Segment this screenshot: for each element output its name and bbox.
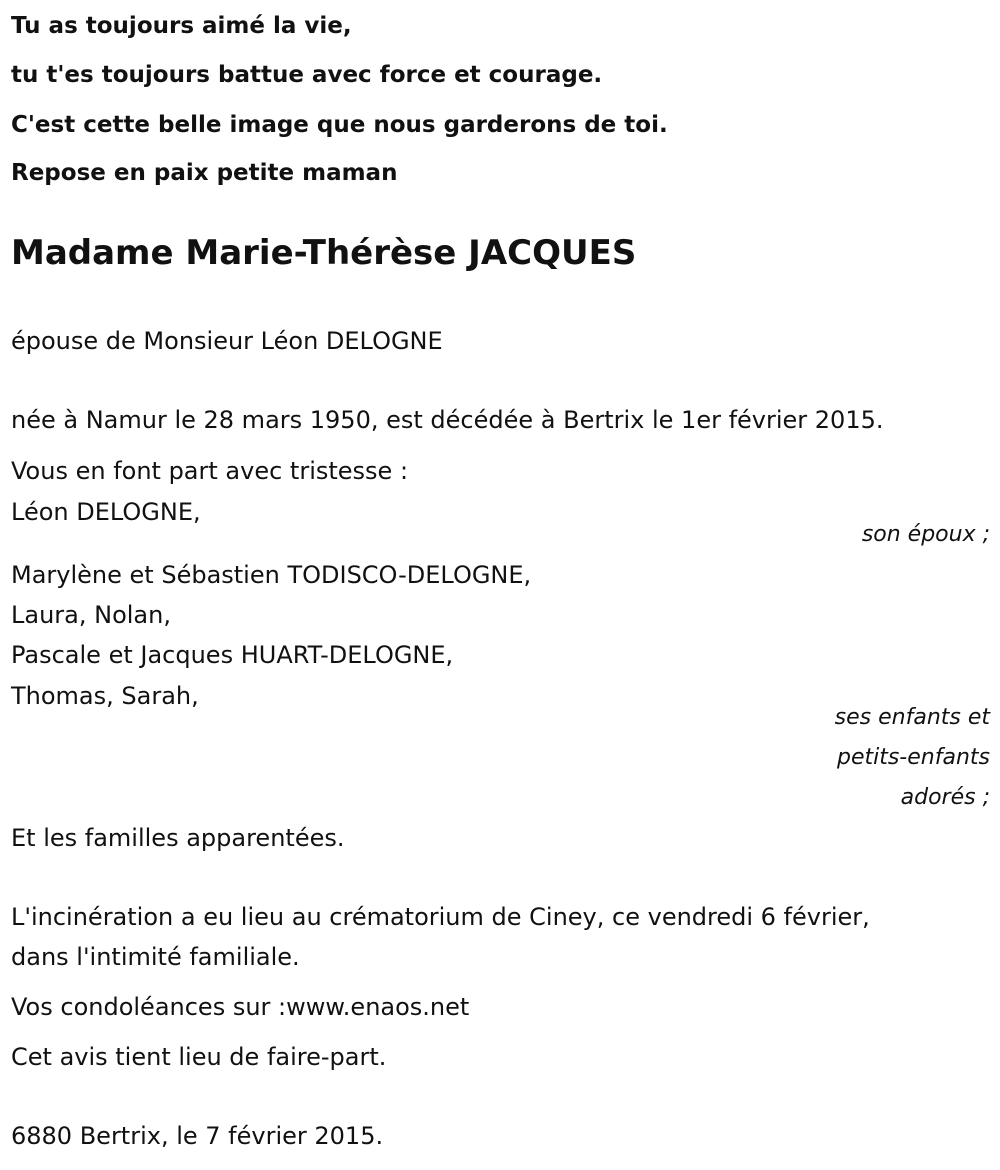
poem-line-2: tu t'es toujours battue avec force et courage.: [11, 62, 603, 88]
spouse-role: son époux ;: [861, 522, 990, 547]
spouse-name: Léon DELOGNE,: [11, 498, 201, 526]
announcement-intro: Vous en font part avec tristesse :: [11, 457, 409, 485]
children-role-line-3: adorés ;: [900, 785, 990, 810]
birth-death-line: née à Namur le 28 mars 1950, est décédée à Bertrix le 1er février 2015.: [11, 406, 884, 434]
children-role-line-1: ses enfants et: [834, 705, 990, 730]
children-role-line-2: petits-enfants: [836, 745, 990, 770]
condolences-line: Vos condoléances sur :www.enaos.net: [11, 993, 470, 1021]
poem-line-1: Tu as toujours aimé la vie,: [11, 13, 352, 39]
child-line-3: Pascale et Jacques HUART-DELOGNE,: [11, 641, 454, 669]
poem-line-4: Repose en paix petite maman: [11, 160, 398, 186]
poem-line-3: C'est cette belle image que nous garderons de toi.: [11, 112, 668, 138]
child-line-2: Laura, Nolan,: [11, 601, 171, 629]
families-line: Et les familles apparentées.: [11, 824, 345, 852]
cremation-line-2: dans l'intimité familiale.: [11, 943, 300, 971]
child-line-4: Thomas, Sarah,: [11, 682, 199, 710]
deceased-name: Madame Marie-Thérèse JACQUES: [11, 233, 637, 273]
child-line-1: Marylène et Sébastien TODISCO-DELOGNE,: [11, 561, 532, 589]
cremation-line-1: L'incinération a eu lieu au crématorium de Ciney, ce vendredi 6 février,: [11, 903, 870, 931]
place-date-line: 6880 Bertrix, le 7 février 2015.: [11, 1122, 384, 1150]
spouse-line: épouse de Monsieur Léon DELOGNE: [11, 327, 443, 355]
notice-line: Cet avis tient lieu de faire-part.: [11, 1043, 387, 1071]
